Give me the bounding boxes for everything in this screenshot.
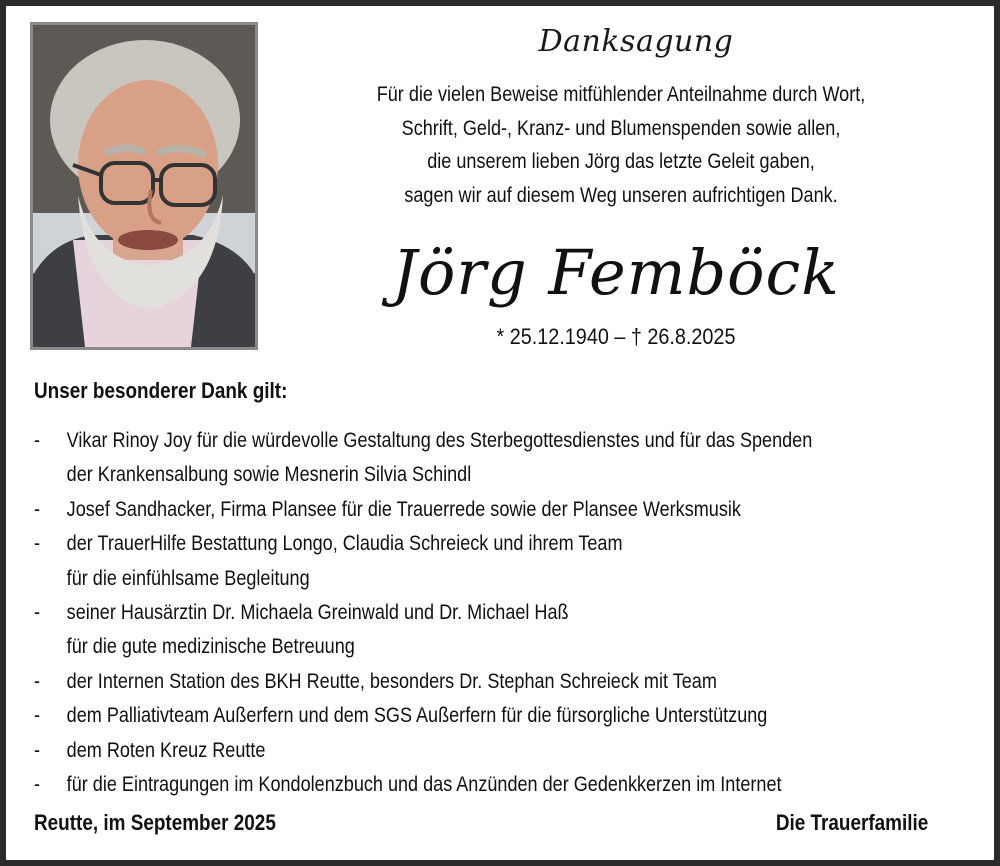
list-item-line: der Internen Station des BKH Reutte, besonders Dr. Stephan Schreieck mit Team	[66, 669, 717, 693]
list-marker: -	[34, 429, 41, 452]
list-item	[34, 665, 894, 699]
list-item	[34, 424, 894, 493]
list-item-line: für die einfühlsame Begleitung	[66, 566, 310, 590]
signature: Die Trauerfamilie	[775, 810, 928, 835]
thanks-list	[34, 424, 894, 802]
intro-line: Für die vielen Beweise mitfühlender Anteilnahme durch Wort,	[376, 83, 866, 106]
place-date: Reutte, im September 2025	[34, 810, 276, 835]
list-item-line: dem Palliativteam Außerfern und dem SGS Außerfern für die fürsorgliche Unterstützung	[66, 704, 768, 728]
intro-line: Schrift, Geld-, Kranz- und Blumenspenden sowie allen,	[401, 116, 841, 140]
list-marker: -	[34, 704, 41, 728]
list-marker: -	[34, 773, 41, 797]
list-item-line: dem Roten Kreuz Reutte	[66, 738, 266, 762]
list-item-line: der Krankensalbung sowie Mesnerin Silvia Schindl	[66, 463, 472, 487]
list-item	[34, 734, 894, 768]
list-item-line: für die Eintragungen im Kondolenzbuch und das Anzünden der Gedenkkerzen im Internet	[66, 773, 782, 797]
list-item	[34, 596, 894, 665]
intro-line: die unserem lieben Jörg das letzte Geleit gaben,	[427, 150, 815, 173]
list-item-line: Josef Sandhacker, Firma Plansee für die Trauerrede sowie der Plansee Werksmusik	[66, 497, 741, 521]
list-marker: -	[34, 532, 41, 556]
intro-line: sagen wir auf diesem Weg unseren aufrichtigen Dank.	[404, 183, 838, 207]
life-dates: * 25.12.1940 – † 26.8.2025	[496, 324, 736, 349]
list-item	[34, 493, 894, 527]
deceased-name: Jörg Femböck	[392, 236, 840, 309]
list-marker: -	[34, 601, 41, 625]
list-marker: -	[34, 738, 41, 762]
list-item	[34, 699, 894, 733]
thanks-title: Danksagung	[538, 24, 734, 59]
list-item-line: seiner Hausärztin Dr. Michaela Greinwald und Dr. Michael Haß	[66, 601, 569, 625]
section-heading: Unser besonderer Dank gilt:	[34, 378, 288, 403]
list-item	[34, 527, 894, 596]
list-item-line: Vikar Rinoy Joy für die würdevolle Gestaltung des Sterbegottesdienstes und für das Spenden	[66, 429, 813, 452]
list-item-line: für die gute medizinische Betreuung	[66, 635, 355, 659]
list-marker: -	[34, 497, 41, 521]
list-marker: -	[34, 669, 41, 693]
portrait-photo	[30, 22, 258, 350]
list-item-line: der TrauerHilfe Bestattung Longo, Claudia Schreieck und ihrem Team	[66, 532, 623, 556]
list-item	[34, 768, 894, 802]
intro-text	[342, 78, 901, 212]
